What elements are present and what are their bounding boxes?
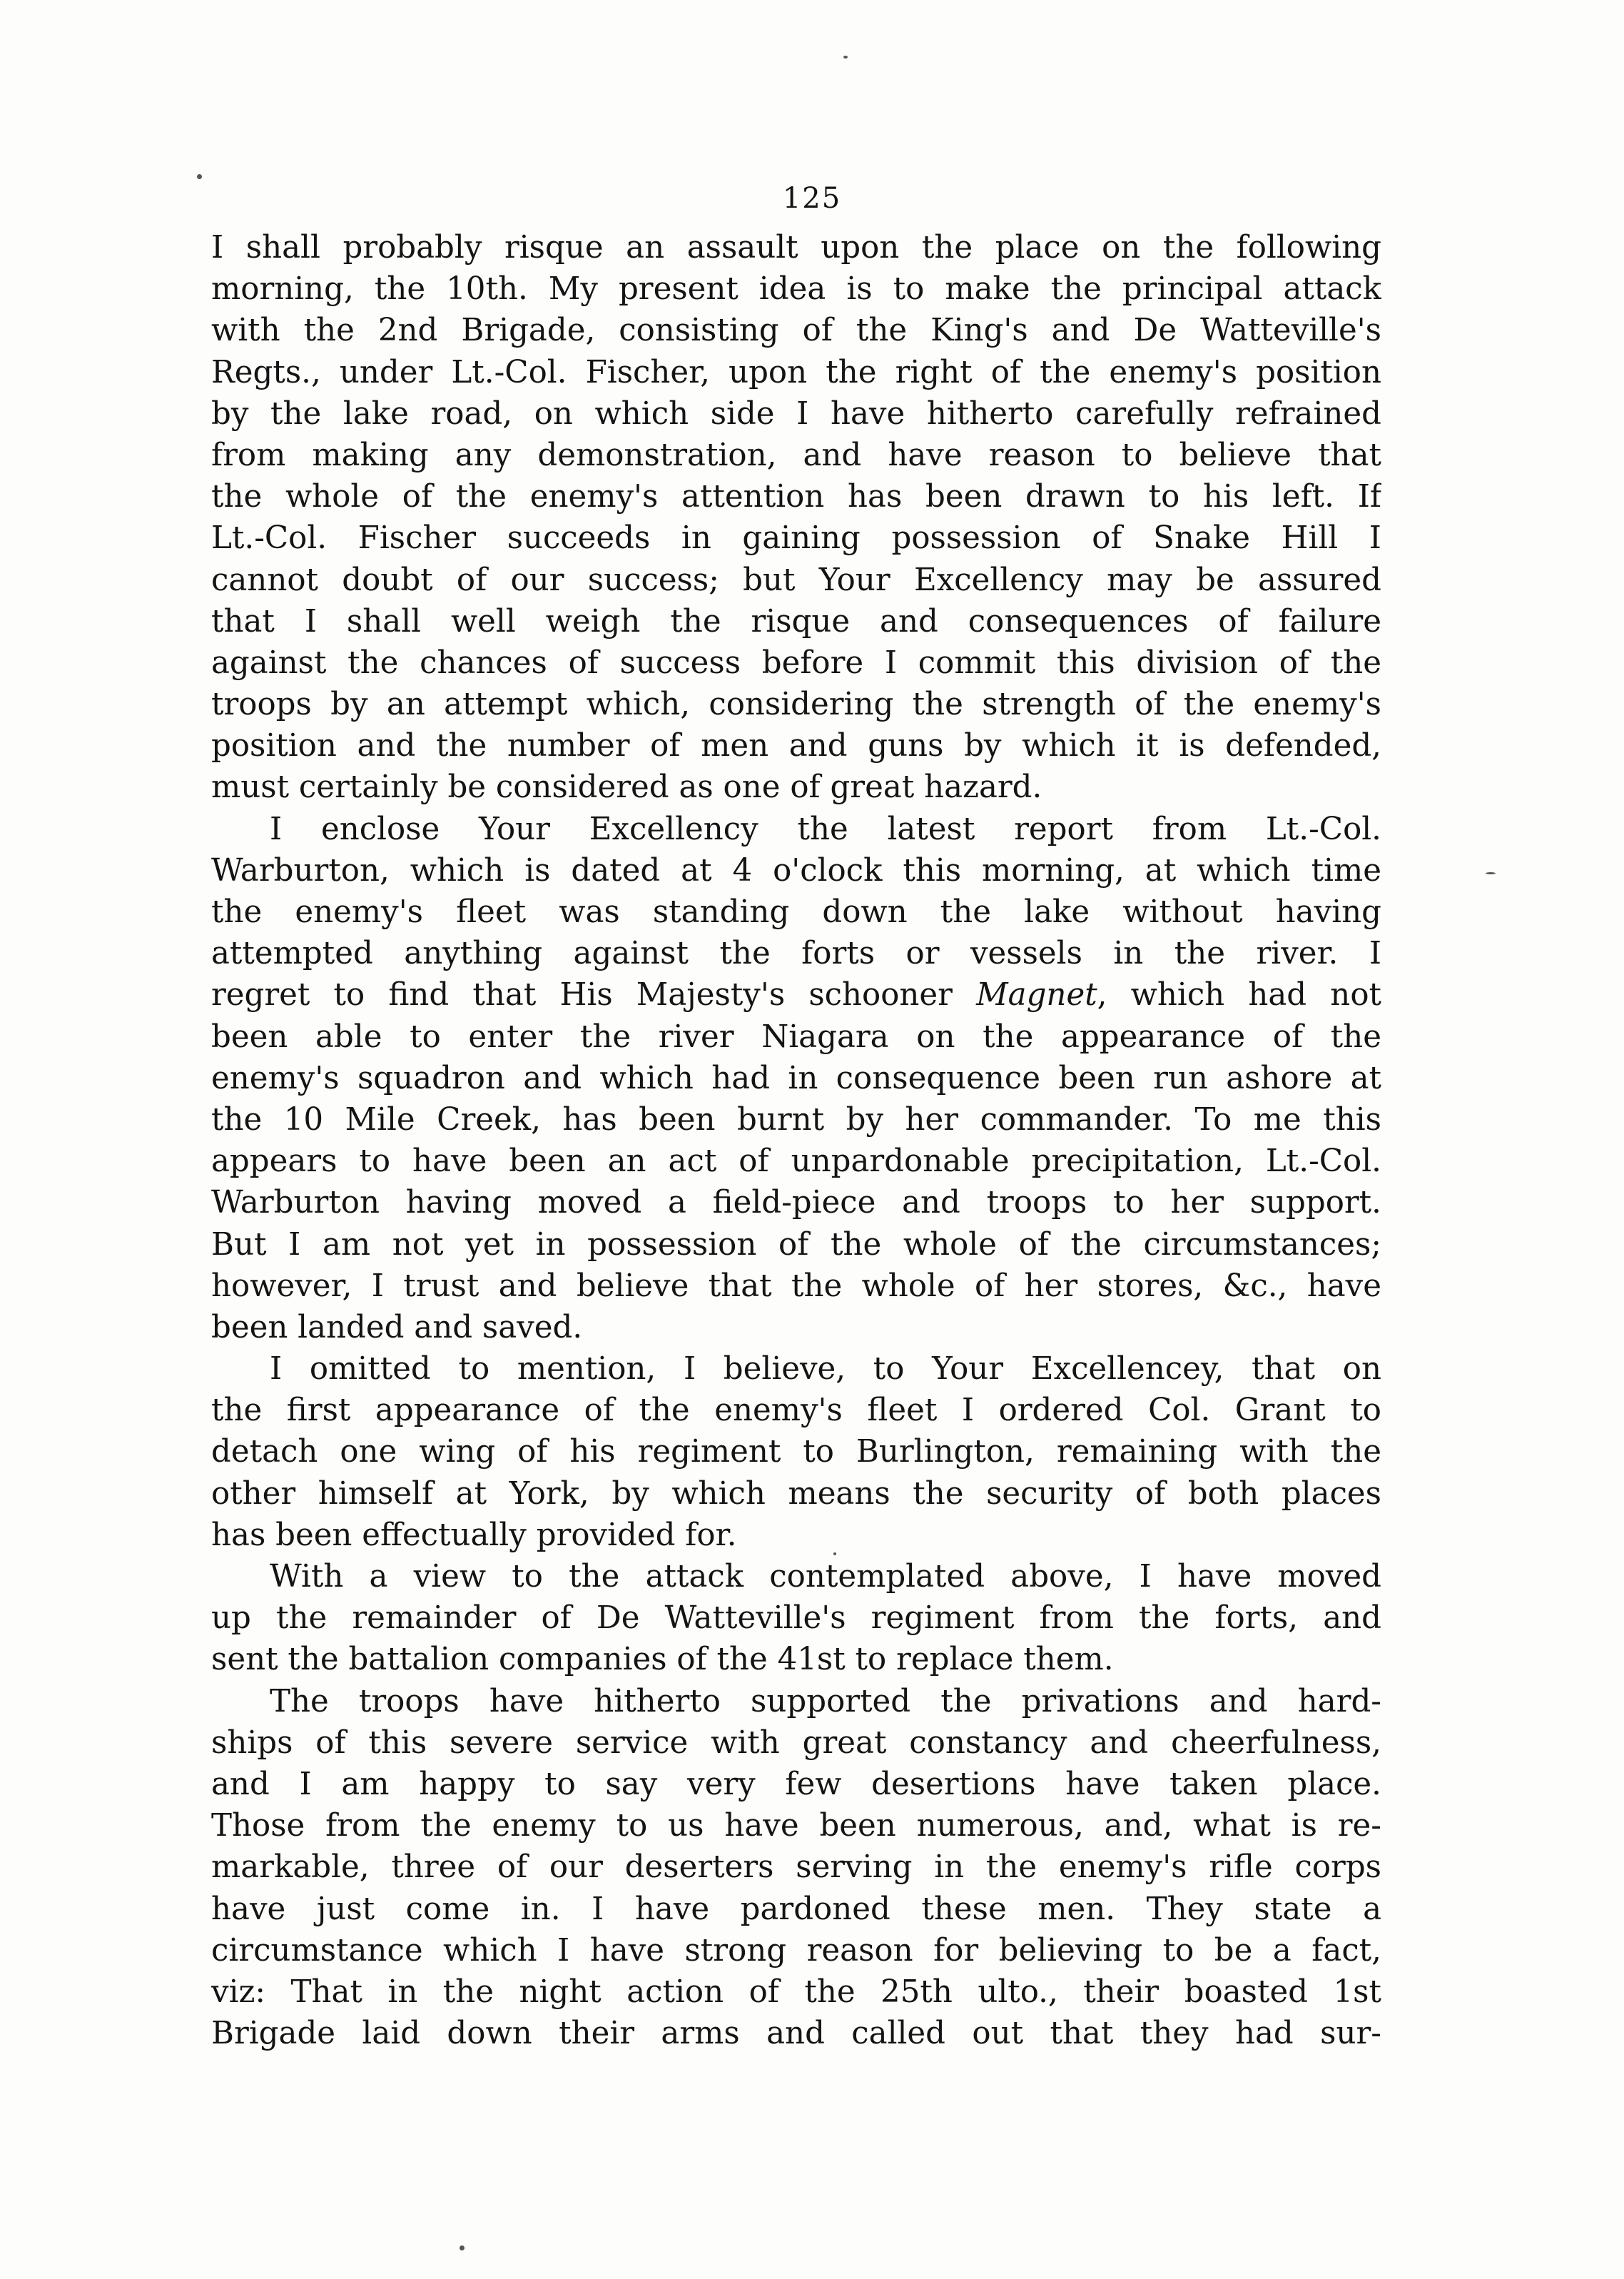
scan-speck	[1486, 872, 1496, 874]
text-line: attempted anything against the forts or vessels in the river. I	[211, 936, 1381, 972]
text-line: and I am happy to say very few desertions have taken place.	[211, 1766, 1381, 1802]
text-line: morning, the 10th. My present idea is to make the principal attack	[211, 271, 1381, 308]
text-line: appears to have been an act of unpardonable precipitation, Lt.-Col.	[211, 1143, 1381, 1180]
text-line: cannot doubt of our success; but Your Excellency may be assured	[211, 562, 1381, 598]
text-line: But I am not yet in possession of the whole of the circumstances;	[211, 1226, 1381, 1263]
text-line: up the remainder of De Watteville's regiment from the forts, and	[211, 1600, 1381, 1637]
text-line: against the chances of success before I commit this division of the	[211, 645, 1381, 681]
text-line: that I shall well weigh the risque and consequences of failure	[211, 603, 1381, 640]
text-line: The troops have hitherto supported the privations and hard-	[270, 1683, 1381, 1719]
scan-speck	[843, 56, 848, 59]
text-line: viz: That in the night action of the 25th ulto., their boasted 1st	[211, 1974, 1381, 2010]
ship-name: Magnet	[976, 977, 1097, 1014]
body-text	[211, 227, 1381, 2054]
text-line: I shall probably risque an assault upon the place on the following	[211, 230, 1381, 266]
text-line: Brigade laid down their arms and called out that they had sur-	[211, 2016, 1381, 2052]
text-line: position and the number of men and guns by which it is defended,	[211, 728, 1381, 764]
text-line: with the 2nd Brigade, consisting of the King's and De Watteville's	[211, 313, 1381, 349]
text-line: With a view to the attack contemplated above, I have moved	[270, 1559, 1381, 1595]
text-line: however, I trust and believe that the whole of her stores, &c., have	[211, 1268, 1381, 1304]
text-line: from making any demonstration, and have reason to believe that	[211, 437, 1381, 473]
text-line: markable, three of our deserters serving in the enemy's rifle corps	[211, 1849, 1381, 1886]
text-line: has been effectually provided for.	[211, 1517, 737, 1553]
text-line: other himself at York, by which means the security of both places	[211, 1475, 1381, 1512]
text-line: by the lake road, on which side I have hitherto carefully refrained	[211, 395, 1381, 432]
text-line: sent the battalion companies of the 41st to replace them.	[211, 1642, 1114, 1678]
text-line: ships of this severe service with great constancy and cheerfulness,	[211, 1724, 1381, 1761]
text-line: the first appearance of the enemy's fleet I ordered Col. Grant to	[211, 1393, 1381, 1429]
text-line: Warburton having moved a field-piece and troops to her support.	[211, 1185, 1381, 1221]
text-line: troops by an attempt which, considering the strength of the enemy's	[211, 687, 1381, 723]
text-line: been able to enter the river Niagara on the appearance of the	[211, 1019, 1381, 1055]
text-line: the whole of the enemy's attention has been drawn to his left. If	[211, 479, 1381, 515]
text-line: Warburton, which is dated at 4 o'clock this morning, at which time	[211, 852, 1381, 889]
text-line: circumstance which I have strong reason for believing to be a fact,	[211, 1932, 1381, 1969]
text-line: detach one wing of his regiment to Burlington, remaining with the	[211, 1434, 1381, 1470]
text-line: been landed and saved.	[211, 1309, 583, 1345]
text-line: the enemy's fleet was standing down the lake without having	[211, 894, 1381, 930]
text-line: regret to find that His Majesty's schooner Magnet, which had not	[211, 977, 1381, 1014]
page-number: 125	[782, 182, 842, 215]
text-line: Lt.-Col. Fischer succeeds in gaining possession of Snake Hill I	[211, 520, 1381, 557]
text-line: enemy's squadron and which had in consequence been run ashore at	[211, 1060, 1381, 1096]
text-line: I enclose Your Excellency the latest report from Lt.-Col.	[270, 811, 1381, 847]
scan-speck	[833, 1552, 836, 1555]
scan-speck	[460, 2245, 465, 2250]
text-line: have just come in. I have pardoned these men. They state a	[211, 1891, 1381, 1927]
text-line: the 10 Mile Creek, has been burnt by her commander. To me this	[211, 1101, 1381, 1138]
text-line: must certainly be considered as one of great hazard.	[211, 769, 1042, 806]
text-line: Regts., under Lt.-Col. Fischer, upon the right of the enemy's position	[211, 354, 1381, 390]
text-line: Those from the enemy to us have been numerous, and, what is re-	[211, 1808, 1381, 1844]
text-line: I omitted to mention, I believe, to Your Excellencey, that on	[270, 1351, 1381, 1388]
scan-speck	[197, 174, 202, 179]
